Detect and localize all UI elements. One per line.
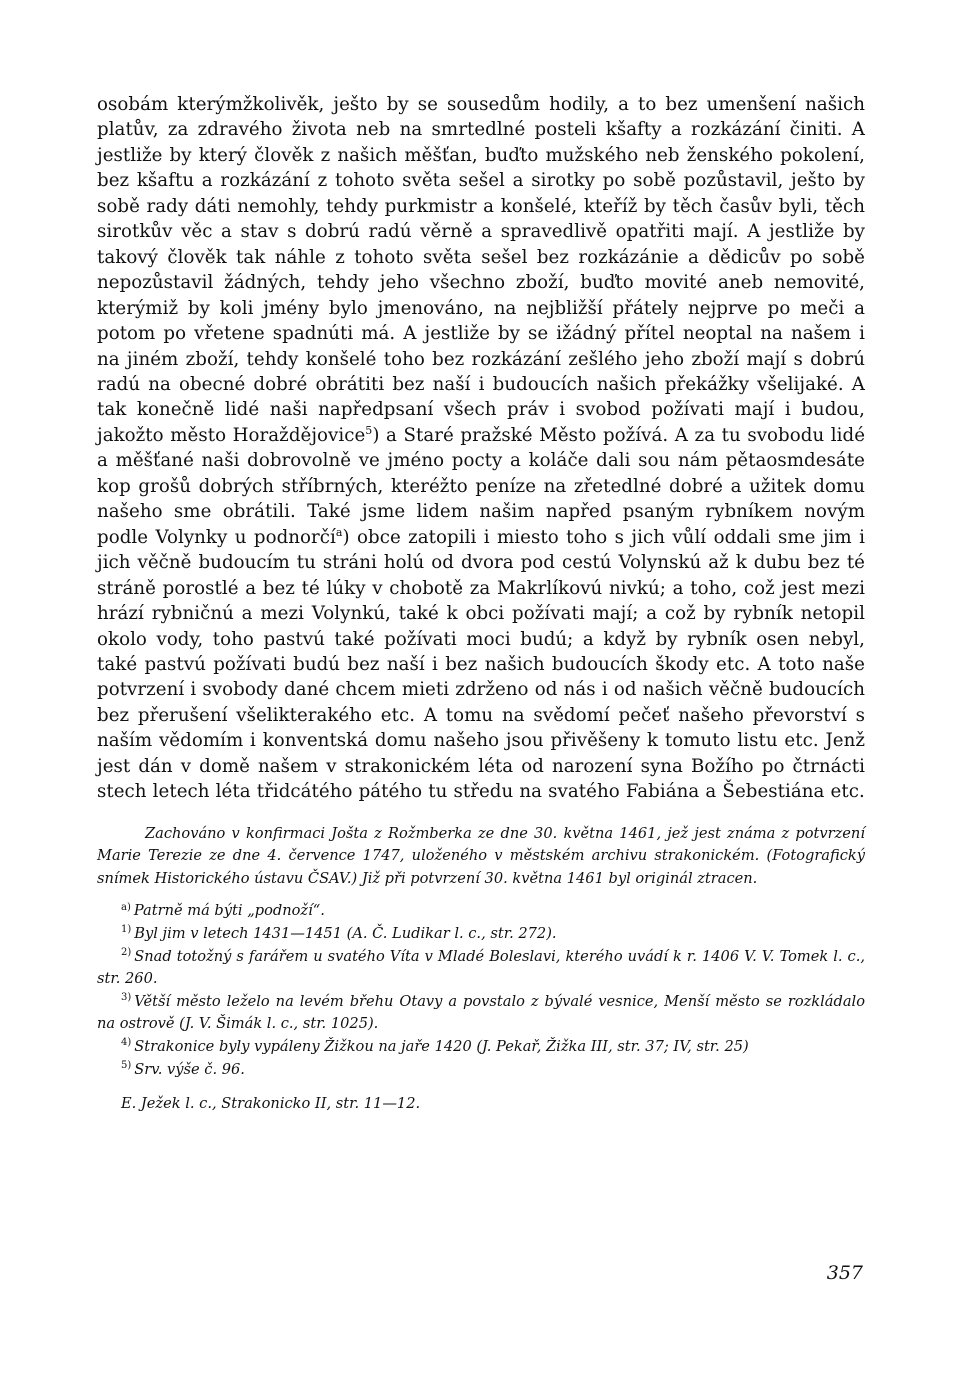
footnote-ref-5: 5 (365, 423, 373, 437)
footnotes (97, 900, 865, 1081)
footnote-mark: 3) (121, 991, 132, 1003)
main-text-part-3: ) obce zatopili i miesto toho s jich vůlí oddali sme jim i jich věčně budoucím tu stráni holú od dvora pod cestú Volynskú až k dubu bez té stráně porostlé a bez té lúky v chobotě za Makrlíkovú nivkú; a toho, což jest mezi hrází rybničnú a mezi Volynkú, také k obci požívati mají; a což by rybník netopil okolo vody, toho pastvú také požívati moci budú; a když by rybník osen nebyl, také pastvú požívati budú bez naší i bez našich budoucích škody etc. A toto naše potvrzení i svobody dané chcem mieti zdrženo od nás i od našich věčně budoucích bez přerušení všelikterakého etc. A tomu na svědomí pečeť našeho převorství s naším vědomím i konventská domu našeho jsou přivěšeny k tomuto listu etc. Jenž jest dán v domě našem v strakonickém léta od narození syna Božího po čtrnácti stech letech léta třidcátého pátého tu středu na svatého Fabiána a Šebestiána etc. (97, 526, 865, 803)
page-number: 357 (826, 1262, 863, 1284)
footnote (97, 1059, 865, 1082)
footnote-mark: 2) (121, 946, 132, 958)
footnote (97, 1036, 865, 1059)
source-note: Zachováno v konfirmaci Jošta z Rožmberka ze dne 30. května 1461, jež jest známa z potvrzení Marie Terezie ze dne 4. července 1747, uloženého v městském archivu strakonickém. (Fotografický snímek Historického ústavu ČSAV.) Již při potvrzení 30. května 1461 byl originál ztracen. (97, 824, 865, 887)
bibliographic-reference: E. Ježek l. c., Strakonicko II, str. 11—12. (121, 1095, 421, 1113)
footnote-text: Srv. výše č. 96. (134, 1060, 245, 1078)
footnote-mark: a) (121, 901, 131, 913)
footnote (97, 900, 865, 923)
main-text-part-2: ) a Staré pražské Město požívá. A za tu svobodu lidé a měšťané naši dobrovolně ve jméno pocty a koláče dali sou nám pětaosmdesáte kop grošů dobrých stříbrných, kteréžto peníze na zřetedlné dobré a užitek domu našeho sme obrátili. Také jsme lidem našim napřed psaným rybníkem novým podle Volynky u podnorčí (97, 424, 866, 548)
footnote-mark: 4) (121, 1037, 132, 1049)
main-text (97, 92, 865, 805)
footnote-text: Patrně má býti „podnoží“. (133, 902, 325, 920)
footnote (97, 923, 865, 946)
footnote-mark: 5) (121, 1059, 132, 1071)
footnote-text: Byl jim v letech 1431—1451 (A. Č. Ludikar l. c., str. 272). (134, 925, 557, 943)
footnote-mark: 1) (121, 924, 132, 936)
footnote-ref-a: a (335, 525, 343, 539)
footnote-text: Strakonice byly vypáleny Žižkou na jaře 1420 (J. Pekař, Žižka III, str. 37; IV, str. 25) (134, 1038, 749, 1056)
footnote (97, 991, 865, 1036)
document-page (97, 92, 865, 1116)
main-text-part-1: osobám kterýmžkolivěk, ješto by se sousedům hodily, a to bez umenšení našich platův, za zdravého života neb na smrtedlné posteli kšafty a rozkázání činiti. A jestliže by který člověk z našich měšťan, buďto mužského neb ženského pokolení, bez kšaftu a rozkázání z tohoto světa sešel a sirotky po sobě pozůstavil, ješto by sobě rady dáti nemohly, tehdy purkmistr a konšelé, kteříž by těch časův byli, těch sirotkův věc a stav s dobrú radú věrně a spravedlivě opatřiti mají. A jestliže by takový člověk tak náhle z tohoto světa sešel bez rozkázánie a dědicův po sobě nepozůstavil žádných, tehdy jeho všechno zboží, buďto movité aneb nemovité, kterýmiž by koli jmény bylo jmenováno, na nejbližší přátely nejprve po meči a potom po vřetene spadnúti má. A jestliže by se ižádný přítel neoptal na našem i na jiném zboží, tehdy konšelé toho bez rozkázání zešlého jeho zboží mají s dobrú radú na obecné dobré obrátiti bez naší i budoucích našich překážky všelijaké. A tak konečně lidé naši napředpsaní všech práv i svobod požívati mají i budou, jakožto město Horaždějovice (97, 94, 865, 446)
footnote (97, 946, 865, 991)
footnote-text: Větší město leželo na levém břehu Otavy a povstalo z bývalé vesnice, Menší město se rozkládalo na ostrově (J. V. Šimák l. c., str. 1025). (97, 992, 865, 1033)
footnote-text: Snad totožný s farářem u svatého Víta v Mladé Boleslavi, kterého uvádí k r. 1406 V. V. Tomek l. c., str. 260. (97, 947, 865, 988)
